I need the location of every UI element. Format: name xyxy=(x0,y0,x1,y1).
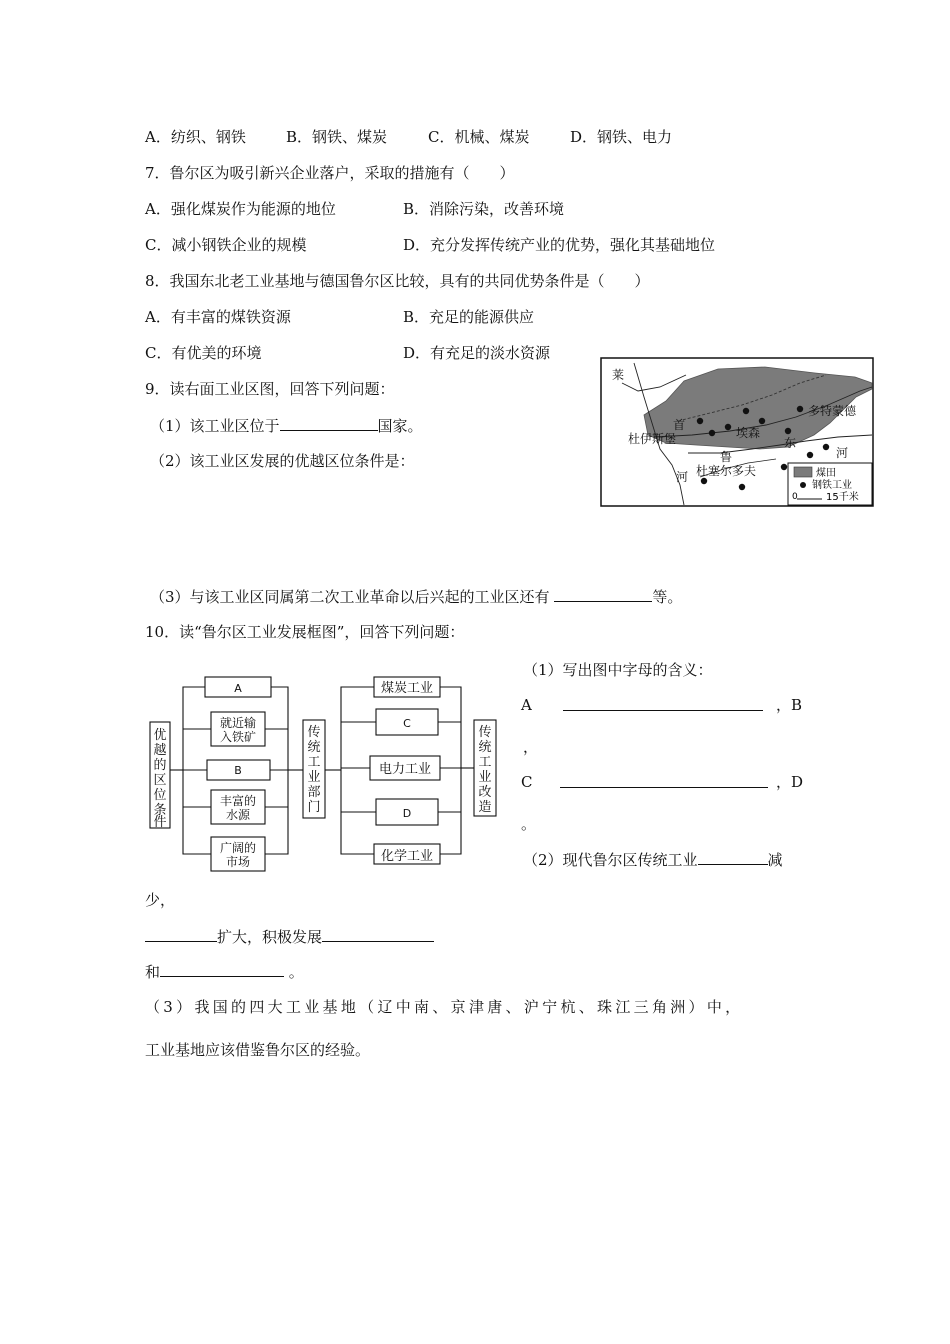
q8-stem: 8．我国东北老工业基地与德国鲁尔区比较，具有的共同优势条件是（ ） xyxy=(145,272,650,290)
answer-blank[interactable] xyxy=(160,962,284,977)
legend-scale-zero: 0 xyxy=(792,492,798,502)
q9-part3 xyxy=(150,587,682,606)
q10-part2-shao: 少， xyxy=(145,891,176,909)
map-label-shou: 首 xyxy=(673,418,686,432)
q7-option-b: B．消除污染，改善环境 xyxy=(403,200,565,218)
flow-mid-title: 传统工业部门 xyxy=(307,725,321,815)
q9-part3-suffix: 等。 xyxy=(652,588,683,606)
flow-condition-iron: 就近输入铁矿 xyxy=(219,716,257,744)
q9-part1-suffix: 国家。 xyxy=(377,417,423,435)
ruhr-industrial-map xyxy=(600,357,874,507)
q10-part2-line3 xyxy=(145,962,304,981)
flow-sector-chemical: 化学工业 xyxy=(380,849,434,864)
map-label-lai: 莱 xyxy=(612,368,625,382)
q10-part2-line2 xyxy=(145,927,434,946)
answer-blank[interactable] xyxy=(560,773,768,788)
q6-option-a: A．纺织、钢铁 xyxy=(145,128,246,146)
q10-part3b: 工业基地应该借鉴鲁尔区的经验。 xyxy=(145,1041,371,1059)
answer-blank[interactable] xyxy=(554,587,652,602)
flow-sector-d: D xyxy=(402,807,412,820)
q10-part2 xyxy=(523,850,783,869)
q8-option-b: B．充足的能源供应 xyxy=(403,308,535,326)
q10-b-label: ，B xyxy=(776,696,803,714)
q10-c-label: C xyxy=(521,773,533,791)
q9-part2: （2）该工业区发展的优越区位条件是： xyxy=(150,452,415,470)
q10-c-line xyxy=(560,773,768,792)
q7-option-a: A．强化煤炭作为能源的地位 xyxy=(145,200,336,218)
q7-option-d: D．充分发挥传统产业的优势，强化其基础地位 xyxy=(403,236,716,254)
legend-coalfield: 煤田 xyxy=(816,468,836,479)
flow-left-title: 优越的区位条件 xyxy=(153,728,167,830)
flow-right-title: 传统工业改造 xyxy=(478,725,492,815)
map-label-dusseldorf: 杜塞尔多夫 xyxy=(696,464,757,478)
q8-option-c: C．有优美的环境 xyxy=(145,344,262,362)
map-label-lu: 鲁 xyxy=(720,450,733,464)
q10-comma: ， xyxy=(523,738,539,756)
q10-part2-he: 和 xyxy=(145,963,161,981)
flow-condition-b: B xyxy=(234,764,242,777)
q10-a-label: A xyxy=(521,696,532,714)
flow-condition-a: A xyxy=(234,682,242,695)
q10-part2-jian: 减 xyxy=(767,851,783,869)
answer-blank[interactable] xyxy=(145,927,217,942)
q10-part1: （1）写出图中字母的含义： xyxy=(523,661,713,679)
answer-blank[interactable] xyxy=(280,416,378,431)
q10-part3: （3）我国的四大工业基地（辽中南、京津唐、沪宁杭、珠江三角洲）中， xyxy=(145,998,744,1016)
legend-scale: 15千米 xyxy=(826,492,859,503)
answer-blank[interactable] xyxy=(698,850,768,865)
q10-stem: 10．读“鲁尔区工业发展框图”，回答下列问题： xyxy=(145,623,465,641)
q8-option-d: D．有充足的淡水资源 xyxy=(403,344,551,362)
answer-blank[interactable] xyxy=(322,927,434,942)
map-label-he-left: 河 xyxy=(676,470,689,484)
legend-steel: 钢铁工业 xyxy=(812,480,852,491)
ruhr-industry-flowchart xyxy=(148,672,500,877)
q9-part1 xyxy=(150,416,423,435)
q6-option-c: C．机械、煤炭 xyxy=(428,128,530,146)
map-label-dortmund: 多特蒙德 xyxy=(808,404,857,418)
answer-blank[interactable] xyxy=(563,696,763,711)
flow-sector-coal: 煤炭工业 xyxy=(380,681,434,696)
q10-period: 。 xyxy=(521,815,537,833)
q6-option-b: B．钢铁、煤炭 xyxy=(286,128,388,146)
q10-part2-prefix: （2）现代鲁尔区传统工业 xyxy=(523,851,698,869)
map-label-duisburg: 杜伊斯堡 xyxy=(628,432,677,446)
flow-condition-water: 丰富的水源 xyxy=(219,794,257,822)
q10-part2-kuoda: 扩大，积极发展 xyxy=(217,928,323,946)
flow-sector-power: 电力工业 xyxy=(378,762,432,777)
q10-part2-end: 。 xyxy=(288,963,304,981)
map-label-he-right: 河 xyxy=(836,446,849,460)
q8-option-a: A．有丰富的煤铁资源 xyxy=(145,308,291,326)
map-label-dong: 东 xyxy=(784,436,797,450)
q9-part1-prefix: （1）该工业区位于 xyxy=(150,417,280,435)
q10-d-label: ，D xyxy=(776,773,804,791)
q7-option-c: C．减小钢铁企业的规模 xyxy=(145,236,307,254)
q10-a-line xyxy=(563,696,763,715)
q7-stem: 7．鲁尔区为吸引新兴企业落户，采取的措施有（ ） xyxy=(145,164,515,182)
q6-option-d: D．钢铁、电力 xyxy=(570,128,673,146)
q9-part3-prefix: （3）与该工业区同属第二次工业革命以后兴起的工业区还有 xyxy=(150,588,550,606)
q9-stem: 9．读右面工业区图，回答下列问题： xyxy=(145,380,395,398)
map-legend xyxy=(788,463,872,505)
flow-condition-market: 广阔的市场 xyxy=(219,841,257,869)
flow-sector-c: C xyxy=(403,717,411,730)
map-label-essen: 埃森 xyxy=(736,426,761,440)
